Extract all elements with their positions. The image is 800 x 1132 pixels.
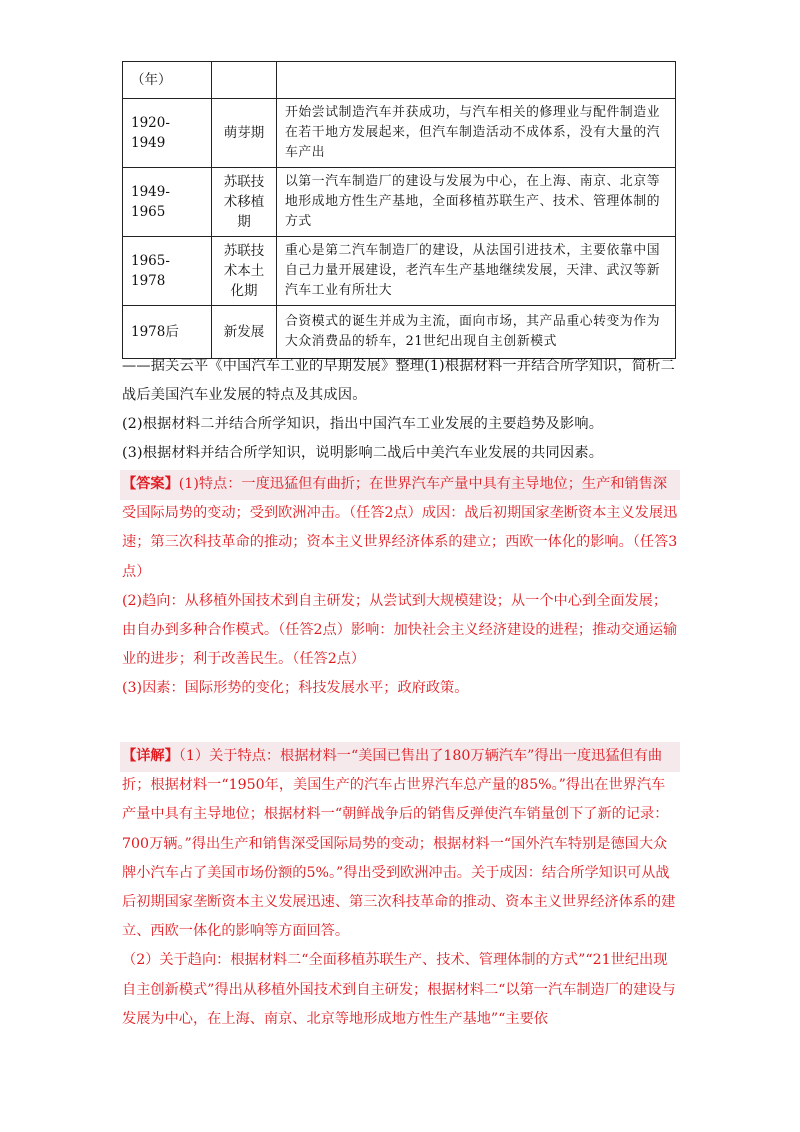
- table-cell-stage: [212, 62, 277, 99]
- table-cell-period: 1949-1965: [123, 168, 212, 237]
- table-row: [123, 62, 676, 99]
- table-row: [123, 237, 676, 306]
- table-cell-stage: 苏联技术本土化期: [212, 237, 277, 306]
- table-cell-desc: 重心是第二汽车制造厂的建设，从法国引进技术，主要依靠中国自己力量开展建设，老汽车生产基地继续发展，天津、武汉等新汽车工业有所壮大: [277, 237, 676, 306]
- question-2: (2)根据材料二并结合所学知识，指出中国汽车工业发展的主要趋势及影响。: [122, 416, 604, 432]
- table-row: [123, 306, 676, 359]
- answer-part-2: (2)趋向：从移植外国技术到自主研发；从尝试到大规模建设；从一个中心到全面发展；由自办到多种合作模式。（任答2点）影响：加快社会主义经济建设的进程；推动交通运输业的进步；利于改善民生。（任答2点）: [122, 592, 678, 668]
- table-cell-desc: 合资模式的诞生并成为主流，面向市场，其产品重心转变为作为大众消费品的轿车，21世纪出现自主创新模式: [277, 306, 676, 359]
- answer-part-3: (3)因素：国际形势的变化；科技发展水平；政府政策。: [122, 680, 469, 697]
- table-cell-period: 1965-1978: [123, 237, 212, 306]
- detail-label: 【详解】: [122, 748, 179, 764]
- answer-section: [122, 470, 678, 704]
- detail-part-2: （2）关于趋向：根据材料二“全面移植苏联生产、技术、管理体制的方式”“21世纪出现自主创新模式”得出从移植外国技术到自主研发；根据材料二“以第一汽车制造厂的建设与发展为中心，在上海、南京、北京等地形成地方性生产基地”“主要依: [122, 952, 676, 1027]
- source-and-question-1: ——据关云平《中国汽车工业的早期发展》整理(1)根据材料一并结合所学知识，简析二战后美国汽车业发展的特点及其成因。: [122, 358, 676, 403]
- table-row: [123, 99, 676, 168]
- table-cell-stage: 萌芽期: [212, 99, 277, 168]
- question-3: (3)根据材料并结合所学知识，说明影响二战后中美汽车业发展的共同因素。: [122, 445, 604, 461]
- table-cell-stage: 苏联技术移植期: [212, 168, 277, 237]
- answer-label: 【答案】: [122, 476, 179, 492]
- table-row: [123, 168, 676, 237]
- table-cell-period: （年）: [123, 62, 212, 99]
- auto-industry-stage-table: [122, 61, 676, 359]
- table-cell-desc: [277, 62, 676, 99]
- table-cell-desc: 以第一汽车制造厂的建设与发展为中心，在上海、南京、北京等地形成地方性生产基地，全面移植苏联生产、技术、管理体制的方式: [277, 168, 676, 237]
- table-cell-period: 1978后: [123, 306, 212, 359]
- answer-part-1: (1)特点：一度迅猛但有曲折；在世界汽车产量中具有主导地位；生产和销售深受国际局势的变动；受到欧洲冲击。（任答2点）成因：战后初期国家垄断资本主义发展迅速；第三次科技革命的推动；资本主义世界经济体系的建立；西欧一体化的影响。（任答3点）: [122, 476, 678, 580]
- table-cell-period: 1920-1949: [123, 99, 212, 168]
- detail-section: [122, 742, 678, 1034]
- detail-part-1: （1）关于特点：根据材料一“美国已售出了180万辆汽车”得出一度迅猛但有曲折；根据材料一“1950年，美国生产的汽车占世界汽车总产量的85%。”得出在世界汽车产量中具有主导地位；根据材料一“朝鲜战争后的销售反弹使汽车销量创下了新的记录：700万辆。”得出生产和销售深受国际局势的变动；根据材料一“国外汽车特别是德国大众牌小汽车占了美国市场份额的5%。”得出受到欧洲冲击。关于成因：结合所学知识可从战后初期国家垄断资本主义发展迅速、第三次科技革命的推动、资本主义世界经济体系的建立、西欧一体化的影响等方面回答。: [122, 748, 676, 940]
- table-cell-stage: 新发展: [212, 306, 277, 359]
- table-cell-desc: 开始尝试制造汽车并获成功，与汽车相关的修理业与配件制造业在若干地方发展起来，但汽车制造活动不成体系，没有大量的汽车产出: [277, 99, 676, 168]
